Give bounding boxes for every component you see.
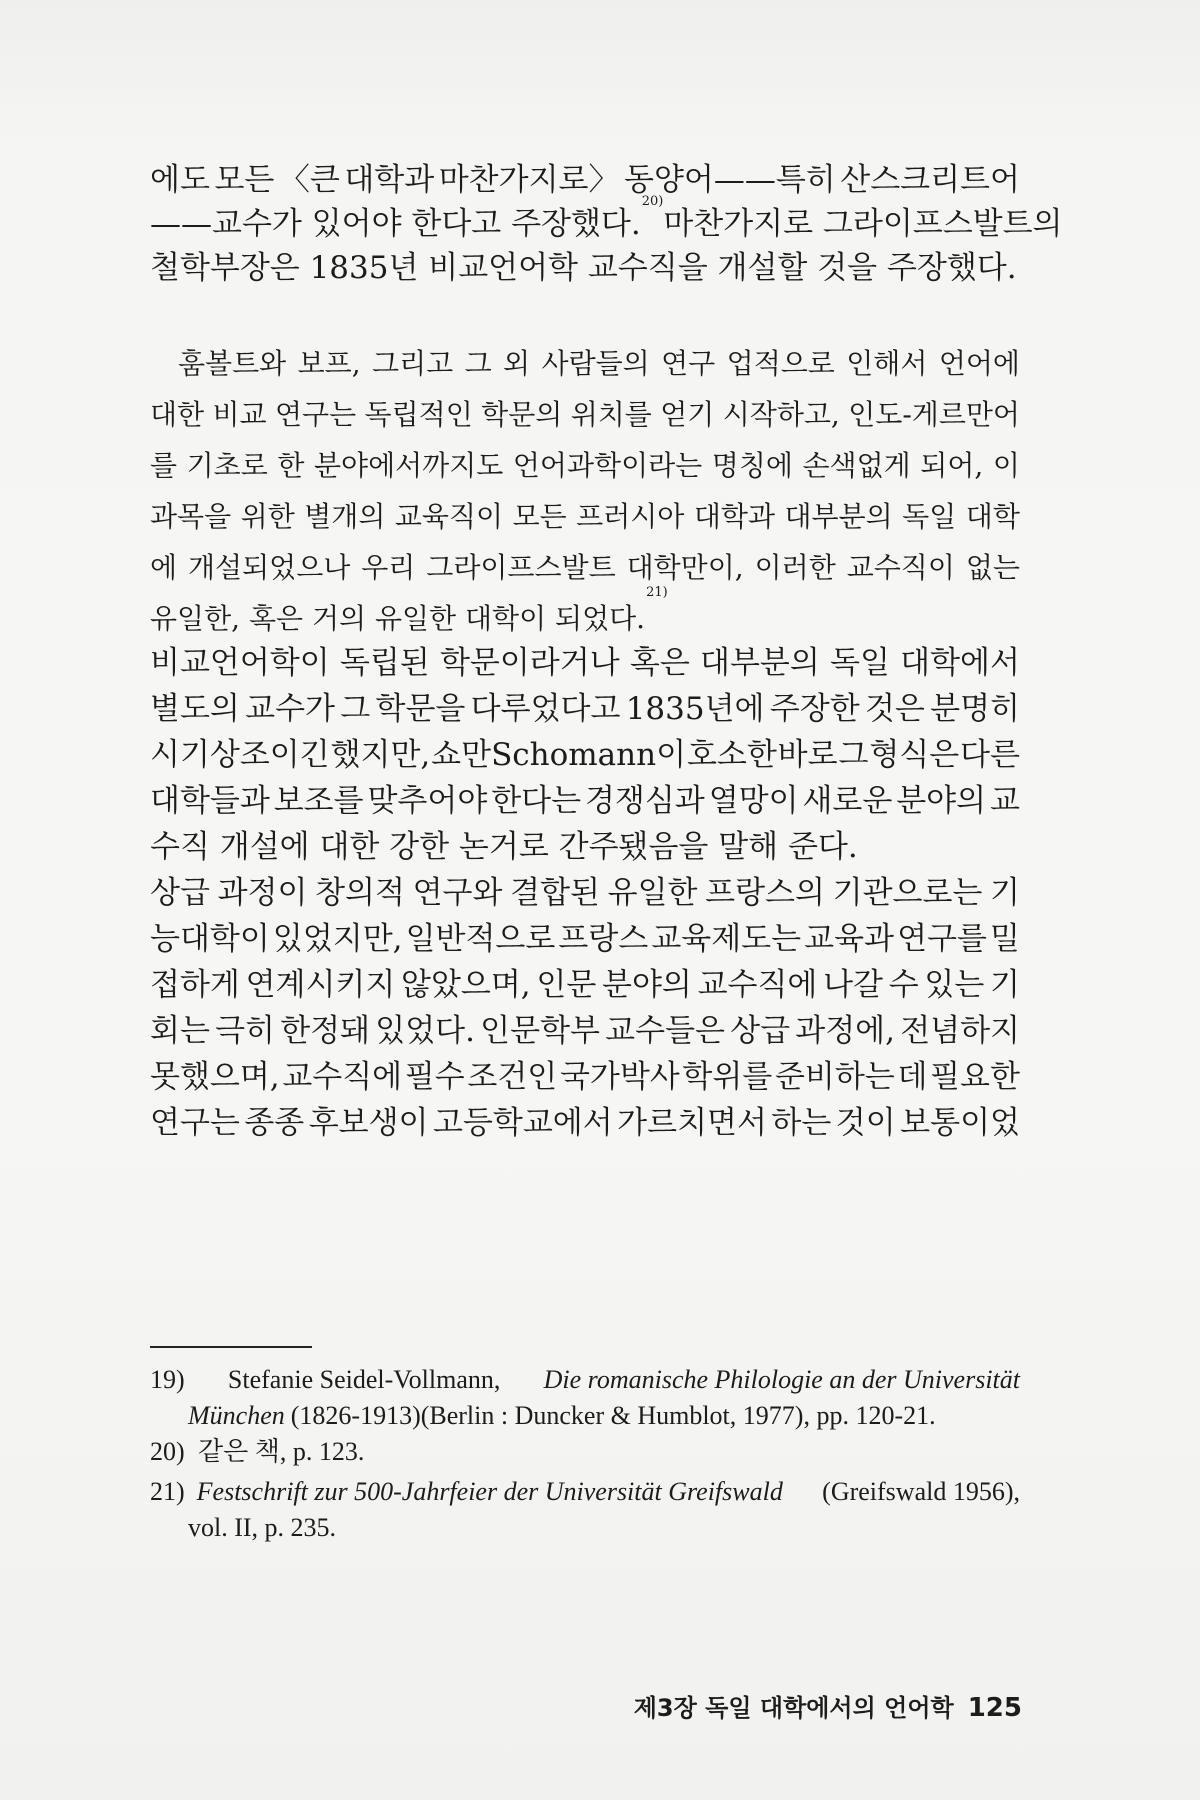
word: 능대학이 xyxy=(150,921,270,957)
word: 교 xyxy=(989,783,1020,819)
footnote-line xyxy=(150,1362,1020,1398)
word: 별도의 xyxy=(150,691,240,727)
word: 대학에서 xyxy=(900,645,1020,681)
word: 이러한 xyxy=(754,551,836,584)
word: 기 xyxy=(990,875,1020,911)
footnote-line xyxy=(150,1434,1020,1470)
word: 〈큰 xyxy=(278,162,340,198)
word: 수 xyxy=(888,967,919,1003)
word: 분야의 xyxy=(896,783,987,819)
word: 연계시키지 xyxy=(245,967,396,1003)
word: 독일 xyxy=(902,500,957,533)
word: 보통이었 xyxy=(900,1105,1020,1141)
chapter-title: 제3장 독일 대학에서의 언어학 xyxy=(633,1694,954,1722)
word: 연구를 xyxy=(897,921,987,957)
word: 개설되었으나 xyxy=(188,551,351,584)
footnote-20 xyxy=(150,1434,1020,1470)
text-line xyxy=(150,640,1020,686)
footnote-text: (Greifswald 1956), xyxy=(822,1477,1020,1506)
word: 교육제도는 xyxy=(651,921,802,957)
footnote-text: vol. II, p. 235. xyxy=(188,1513,337,1542)
page-number: 125 xyxy=(967,1693,1022,1723)
text-line xyxy=(150,686,1020,732)
word: 언어과학이라는 xyxy=(512,449,703,482)
quote-line xyxy=(150,491,1020,542)
word: 산스크리트어 xyxy=(840,162,1020,198)
word: 업적으로 xyxy=(726,347,835,380)
word: 준비하는 xyxy=(774,1059,895,1095)
word: 후보생이 xyxy=(308,1105,429,1141)
word: 모든 xyxy=(214,162,275,198)
text-line: 철학부장은 1835년 비교언어학 교수직을 개설할 것을 주장했다. xyxy=(150,250,1017,286)
word: 학문의 xyxy=(481,398,563,431)
word: 일반적으로 xyxy=(405,921,556,957)
text-line: 수직 개설에 대한 강한 논거로 간주됐음을 말해 준다. xyxy=(150,829,858,865)
text-line xyxy=(150,732,1020,778)
word: 바로 xyxy=(777,737,838,773)
quote-line xyxy=(178,338,1020,389)
text-line xyxy=(150,1100,1020,1146)
word: 밀 xyxy=(989,921,1020,957)
word: 그라이프스발트 xyxy=(426,551,616,584)
footnote-author: Stefanie Seidel-Vollmann, xyxy=(227,1365,501,1394)
word: 독립적인 xyxy=(364,398,473,431)
word: 것이 xyxy=(835,1105,896,1141)
quote-line xyxy=(150,389,1020,440)
word: 있었지만, xyxy=(272,921,403,957)
text-line xyxy=(150,962,1020,1008)
word: 과목을 xyxy=(150,500,232,533)
text-line xyxy=(150,1054,1020,1100)
word: 대한 xyxy=(150,398,205,431)
footnote-title: Die romanische Philologie an der Universität xyxy=(543,1365,1020,1394)
word: 국가박사 xyxy=(559,1059,680,1095)
word: 필수 xyxy=(404,1059,465,1095)
text-segment: ——교수가 있어야 한다고 주장했다. xyxy=(150,206,641,242)
word: 한다는 xyxy=(491,783,582,819)
word: 언어에 xyxy=(938,347,1020,380)
word: 나갈 xyxy=(823,967,883,1003)
word: 연구와 xyxy=(412,875,503,911)
text-segment: 유일한, 혹은 거의 유일한 대학이 되었다. xyxy=(150,602,646,635)
word: 대학들과 xyxy=(150,783,270,819)
word: 교육과 xyxy=(804,921,894,957)
word: 를 xyxy=(150,449,178,482)
word: 독립된 xyxy=(339,645,430,681)
word: 시기상조이긴 xyxy=(150,737,330,773)
word: 인문학부 xyxy=(480,1013,600,1049)
word: 결합된 xyxy=(510,875,600,911)
footnote-text: 같은 책, p. 123. xyxy=(198,1437,365,1466)
word: 고등학교에서 xyxy=(433,1105,613,1141)
text-line xyxy=(150,870,1020,916)
word: 별개의 xyxy=(304,500,386,533)
quote-line xyxy=(150,542,1020,593)
word: 얻기 xyxy=(660,398,715,431)
word: 비교 xyxy=(212,398,267,431)
footnote-text: (1826-1913)(Berlin : Duncker & Humblot, 1977), pp. 120-21. xyxy=(290,1401,936,1430)
word: 에 xyxy=(150,551,178,584)
word: 1835년에 xyxy=(625,691,765,727)
word: 손색없게 xyxy=(802,449,911,482)
text-line xyxy=(150,916,1020,962)
footnotes xyxy=(150,1362,1020,1546)
word: 하는 xyxy=(771,1105,832,1141)
word: 경쟁심과 xyxy=(584,783,705,819)
word: 다른 xyxy=(960,737,1020,773)
word: 독일 xyxy=(830,645,890,681)
quote-line xyxy=(150,585,1020,644)
paragraph-2 xyxy=(150,640,1020,870)
text-line xyxy=(150,1008,1020,1054)
footnote-line xyxy=(150,1510,1020,1546)
word: 대부분의 xyxy=(784,500,893,533)
word: 그 xyxy=(464,347,492,380)
word: 프랑스 xyxy=(558,921,649,957)
word: 열망이 xyxy=(708,783,799,819)
word: 동양어——특히 xyxy=(624,162,836,198)
word: 사람들의 xyxy=(541,347,650,380)
word: 위치를 xyxy=(570,398,652,431)
word: 프랑스의 xyxy=(705,875,825,911)
word: 한 xyxy=(277,449,305,482)
word: 주장한 xyxy=(769,691,860,727)
word: 교수가 xyxy=(245,691,335,727)
word: 극히 xyxy=(215,1013,276,1049)
word: 데 xyxy=(897,1059,928,1095)
word: 회는 xyxy=(150,1013,210,1049)
word: 되어, xyxy=(920,449,984,482)
word: 연구는 xyxy=(150,1105,240,1141)
word: 인도-게르만어 xyxy=(848,398,1020,431)
word: 보프, xyxy=(297,347,361,380)
word: 한정돼 xyxy=(280,1013,371,1049)
word: 기 xyxy=(990,967,1020,1003)
word: 가르치면서 xyxy=(617,1105,767,1141)
footnote-title: München xyxy=(188,1401,285,1430)
word: 기초로 xyxy=(186,449,268,482)
word: 전념하지 xyxy=(900,1013,1020,1049)
word: 다루었다고 xyxy=(470,691,621,727)
word: 교수직에 xyxy=(697,967,818,1003)
word: 마찬가지로〉 xyxy=(438,162,620,198)
word: 대학과 xyxy=(693,500,775,533)
word: 쇼만Schomann이 xyxy=(431,737,687,773)
footnote-21 xyxy=(150,1474,1020,1546)
footnote-number: 20) xyxy=(150,1437,185,1466)
footnote-separator xyxy=(150,1346,312,1348)
running-footer xyxy=(634,1688,1022,1723)
word: 교수들은 xyxy=(605,1013,725,1049)
word: 없는 xyxy=(965,551,1020,584)
word: 이 xyxy=(992,449,1020,482)
word: 시작하고, xyxy=(722,398,840,431)
text-line xyxy=(150,158,1020,202)
word: 교수직에 xyxy=(282,1059,403,1095)
word: 상급 xyxy=(730,1013,791,1049)
word: 접하게 xyxy=(150,967,240,1003)
footnote-number: 21) xyxy=(150,1477,185,1506)
footnote-line xyxy=(150,1398,1020,1434)
word: 분명히 xyxy=(930,691,1020,727)
word: 기관으로는 xyxy=(832,875,983,911)
word: 모든 xyxy=(512,500,567,533)
word: 종종 xyxy=(244,1105,305,1141)
word: 프러시아 xyxy=(576,500,685,533)
word: 그리고 xyxy=(372,347,454,380)
word: 우리 xyxy=(361,551,416,584)
footnote-title: Festschrift zur 500-Jahrfeier der Universität Greifswald xyxy=(196,1477,783,1506)
word: 못했으며, xyxy=(150,1059,280,1095)
paragraph-3 xyxy=(150,870,1020,1146)
footnote-line xyxy=(150,1474,1020,1510)
word: 있는 xyxy=(924,967,985,1003)
word: 과정에, xyxy=(795,1013,895,1049)
word: 비교언어학이 xyxy=(150,645,330,681)
word: 그 xyxy=(838,737,869,773)
footnote-number: 19) xyxy=(150,1365,185,1394)
text-line xyxy=(150,778,1020,824)
word: 대부분의 xyxy=(700,645,820,681)
footnote-marker-20: 20) xyxy=(641,194,664,209)
word: 학위를 xyxy=(682,1059,773,1095)
word: 과정이 xyxy=(217,875,308,911)
paragraph-continuation xyxy=(150,158,1063,290)
word: 대학 xyxy=(965,500,1020,533)
word: 학문이라거나 xyxy=(439,645,620,681)
word: 상급 xyxy=(150,875,210,911)
word: 혹은 xyxy=(629,645,690,681)
word: 교수직이 xyxy=(846,551,955,584)
word: 분야의 xyxy=(602,967,692,1003)
word: 명칭에 xyxy=(711,449,793,482)
word: 학문을 xyxy=(375,691,466,727)
word: 필요한 xyxy=(930,1059,1020,1095)
word: 것은 xyxy=(864,691,925,727)
word: 형식은 xyxy=(869,737,960,773)
word: 보조를 xyxy=(273,783,364,819)
word: 교육직이 xyxy=(394,500,504,533)
word: 외 xyxy=(503,347,531,380)
word: 에도 xyxy=(150,162,210,198)
text-line xyxy=(150,194,1063,246)
word: 연구 xyxy=(661,347,716,380)
word: 연구는 xyxy=(275,398,357,431)
word: 그 xyxy=(340,691,371,727)
word: 했지만, xyxy=(330,737,431,773)
footnote-19 xyxy=(150,1362,1020,1434)
word: 유일한 xyxy=(607,875,698,911)
quote-line xyxy=(150,440,1020,491)
word: 훔볼트와 xyxy=(178,347,287,380)
text-segment: 마찬가지로 그라이프스발트의 xyxy=(663,206,1063,242)
word: 있었다. xyxy=(375,1013,475,1049)
word: 새로운 xyxy=(802,783,893,819)
word: 조건인 xyxy=(467,1059,558,1095)
word: 호소한 xyxy=(686,737,777,773)
word: 않았으며, xyxy=(401,967,531,1003)
word: 위한 xyxy=(240,500,295,533)
word: 맞추어야 xyxy=(367,783,488,819)
word: 대학만이, xyxy=(626,551,744,584)
word: 인해서 xyxy=(846,347,928,380)
block-quote xyxy=(150,338,1020,644)
word: 대학과 xyxy=(344,162,435,198)
footnote-marker-21: 21) xyxy=(646,585,668,600)
word: 창의적 xyxy=(315,875,405,911)
word: 인문 xyxy=(536,967,597,1003)
word: 분야에서까지도 xyxy=(313,449,504,482)
